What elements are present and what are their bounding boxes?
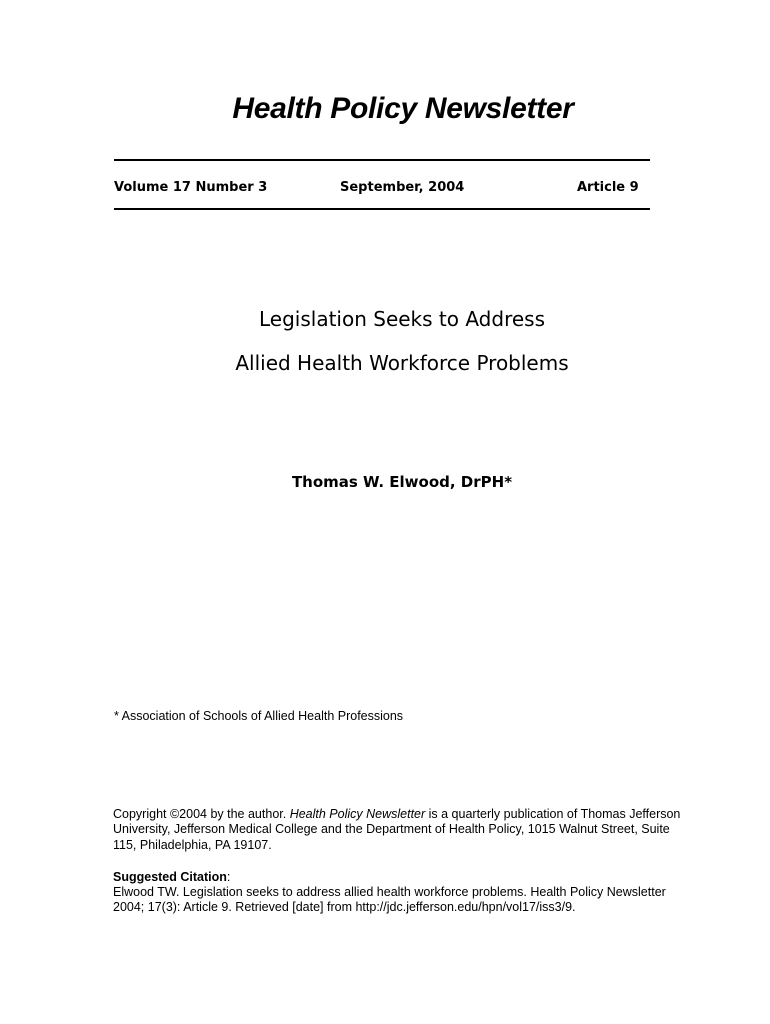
copyright-prefix: Copyright ©2004 by the author. xyxy=(113,807,290,821)
copyright-line-3: 115, Philadelphia, PA 19107. xyxy=(113,837,272,852)
citation-line-1: Elwood TW. Legislation seeks to address allied health workforce problems. Health Policy Newsletter xyxy=(113,885,666,899)
copyright-line-1 xyxy=(113,807,703,822)
issue-article-number: Article 9 xyxy=(577,180,639,195)
issue-date: September, 2004 xyxy=(340,180,465,195)
citation-line-2: 2004; 17(3): Article 9. Retrieved [date] from http://jdc.jefferson.edu/hpn/vol17/iss3/9. xyxy=(113,900,576,915)
citation-label: Suggested Citation xyxy=(113,870,227,884)
header-bottom-rule xyxy=(114,208,650,210)
newsletter-title: Health Policy Newsletter xyxy=(232,92,574,125)
citation-text xyxy=(113,885,703,916)
copyright-line-2: University, Jefferson Medical College and the Department of Health Policy, 1015 Walnut Street, Suite xyxy=(113,822,670,837)
article-title-line-2: Allied Health Workforce Problems xyxy=(235,351,569,375)
issue-volume: Volume 17 Number 3 xyxy=(114,180,268,195)
author-affiliation-footnote: * Association of Schools of Allied Health Professions xyxy=(114,709,404,723)
article-title-line-1: Legislation Seeks to Address xyxy=(259,307,545,331)
copyright-notice xyxy=(113,807,703,853)
header-top-rule xyxy=(114,159,650,161)
author-name: Thomas W. Elwood, DrPH* xyxy=(291,473,513,491)
publication-name: Health Policy Newsletter xyxy=(289,807,426,821)
citation-label-colon: : xyxy=(226,870,231,884)
citation-heading xyxy=(113,870,230,884)
copyright-line-1-suffix: is a quarterly publication of Thomas Jefferson xyxy=(425,807,681,821)
